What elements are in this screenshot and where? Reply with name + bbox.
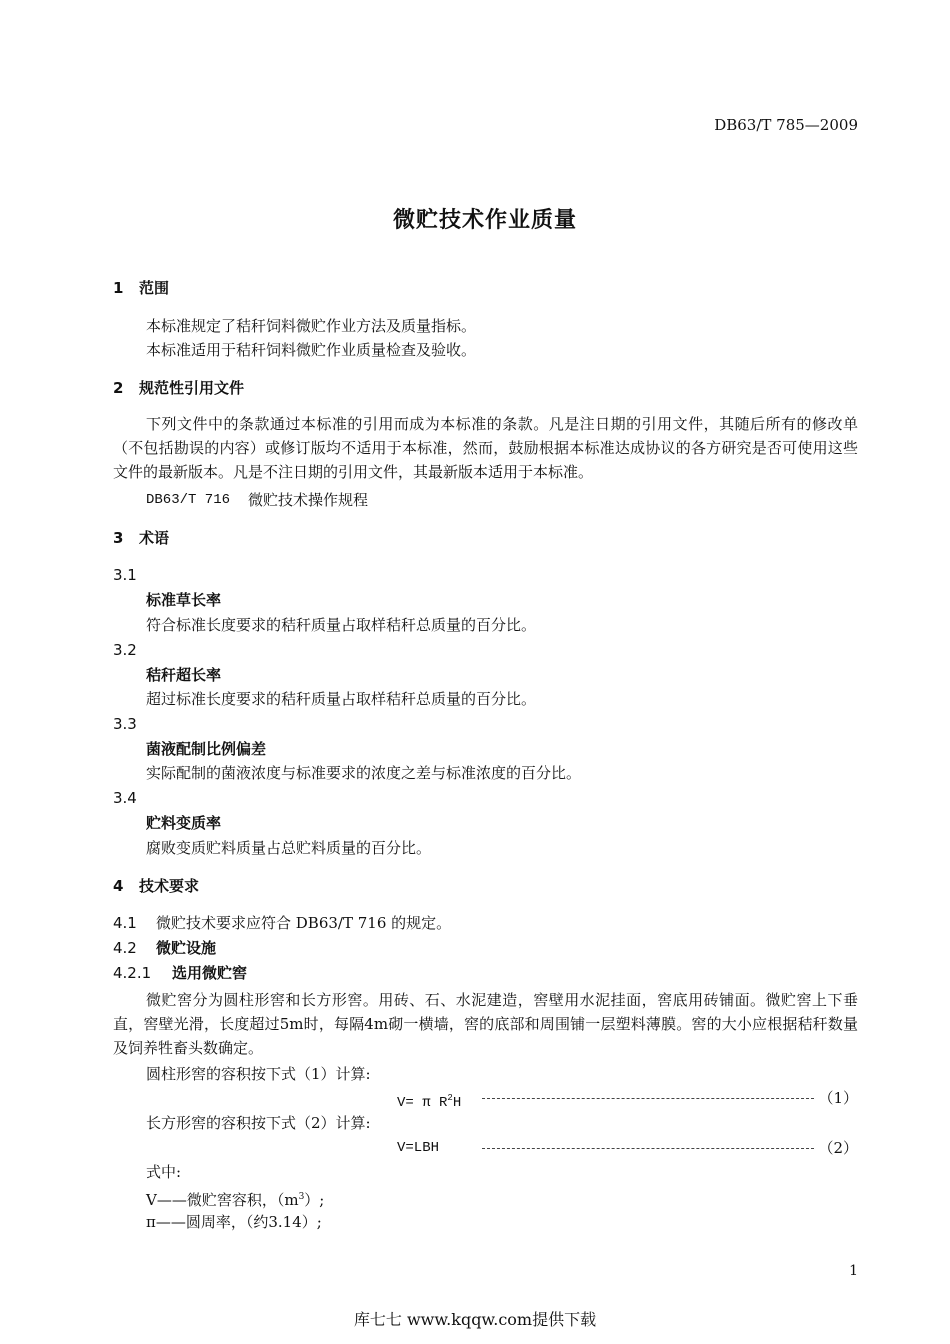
section-2-heading: 规范性引用文件	[139, 379, 245, 397]
equation-1: V= π $R^2H$	[397, 1093, 462, 1111]
equation-1-leader	[482, 1098, 814, 1099]
term-name: 贮料变质率	[146, 814, 222, 832]
term-name: 秸秆超长率	[146, 666, 222, 684]
section-1-para-1: 本标准规定了秸秆饲料微贮作业方法及质量指标。	[146, 317, 477, 335]
document-title: 微贮技术作业质量	[392, 208, 577, 233]
variable-pi: π——圆周率，（约3.14）;	[146, 1213, 322, 1231]
term-name: 标准草长率	[146, 591, 222, 609]
section-2-number: 2	[113, 379, 124, 397]
section-4-heading: 技术要求	[139, 877, 200, 895]
section-1-heading: 范围	[139, 279, 170, 297]
standard-code: DB63/T 785—2009	[714, 116, 858, 134]
section-1-number: 1	[113, 279, 124, 297]
where-label: 式中:	[146, 1163, 182, 1181]
equation-2-leader	[482, 1148, 814, 1149]
clause-4-2-number: 4.2	[113, 939, 137, 957]
section-1-para-2: 本标准适用于秸秆饲料微贮作业质量检查及验收。	[146, 341, 477, 359]
term-number: 3.1	[113, 566, 137, 584]
equation-1-intro: 圆柱形窖的容积按下式（1）计算:	[146, 1065, 371, 1083]
page-number: 1	[849, 1263, 858, 1279]
reference-code: DB63/T 716	[146, 492, 231, 508]
clause-4-2-1-paragraph: 微贮窖分为圆柱形窖和长方形窖。用砖、石、水泥建造，窖壁用水泥挂面，窖底用砖铺面。微贮窖上下垂直，窖壁光滑，长度超过5m时，每隔4m砌一横墙，窖的底部和周围铺一层塑料薄膜。窖的大小应根据秸秆数量及饲养牲畜头数确定。	[113, 991, 858, 1057]
clause-4-1-text: 微贮技术要求应符合 DB63/T 716 的规定。	[156, 914, 452, 932]
term-definition: 实际配制的菌液浓度与标准要求的浓度之差与标准浓度的百分比。	[146, 764, 582, 782]
equation-1-number: （1）	[818, 1089, 858, 1107]
term-name: 菌液配制比例偏差	[146, 740, 267, 758]
term-number: 3.4	[113, 789, 137, 807]
section-2-paragraph: 下列文件中的条款通过本标准的引用而成为本标准的条款。凡是注日期的引用文件，其随后所有的修改单（不包括勘误的内容）或修订版均不适用于本标准，然而，鼓励根据本标准达成协议的各方研究是否可使用这些文件的最新版本。凡是不注日期的引用文件，其最新版本适用于本标准。	[113, 415, 858, 481]
term-definition: 符合标准长度要求的秸秆质量占取样秸秆总质量的百分比。	[146, 616, 537, 634]
clause-4-2-1-heading: 选用微贮窖	[172, 964, 248, 982]
clause-4-1-number: 4.1	[113, 914, 137, 932]
term-definition: 腐败变质贮料质量占总贮料质量的百分比。	[146, 839, 432, 857]
clause-4-2-1-number: 4.2.1	[113, 964, 152, 982]
equation-2-intro: 长方形窖的容积按下式（2）计算:	[146, 1114, 371, 1132]
equation-2: V=LBH	[397, 1140, 440, 1156]
section-3-number: 3	[113, 529, 124, 547]
term-number: 3.3	[113, 715, 137, 733]
clause-4-2-heading: 微贮设施	[156, 939, 217, 957]
equation-2-number: （2）	[818, 1139, 858, 1157]
term-number: 3.2	[113, 641, 137, 659]
term-definition: 超过标准长度要求的秸秆质量占取样秸秆总质量的百分比。	[146, 690, 537, 708]
reference-title: 微贮技术操作规程	[248, 491, 369, 509]
section-4-number: 4	[113, 877, 124, 895]
section-3-heading: 术语	[139, 529, 170, 547]
download-footer: 库七七 www.kqqw.com提供下载	[353, 1310, 597, 1329]
variable-v: V——微贮窖容积，$(m^3)$;	[146, 1191, 325, 1209]
